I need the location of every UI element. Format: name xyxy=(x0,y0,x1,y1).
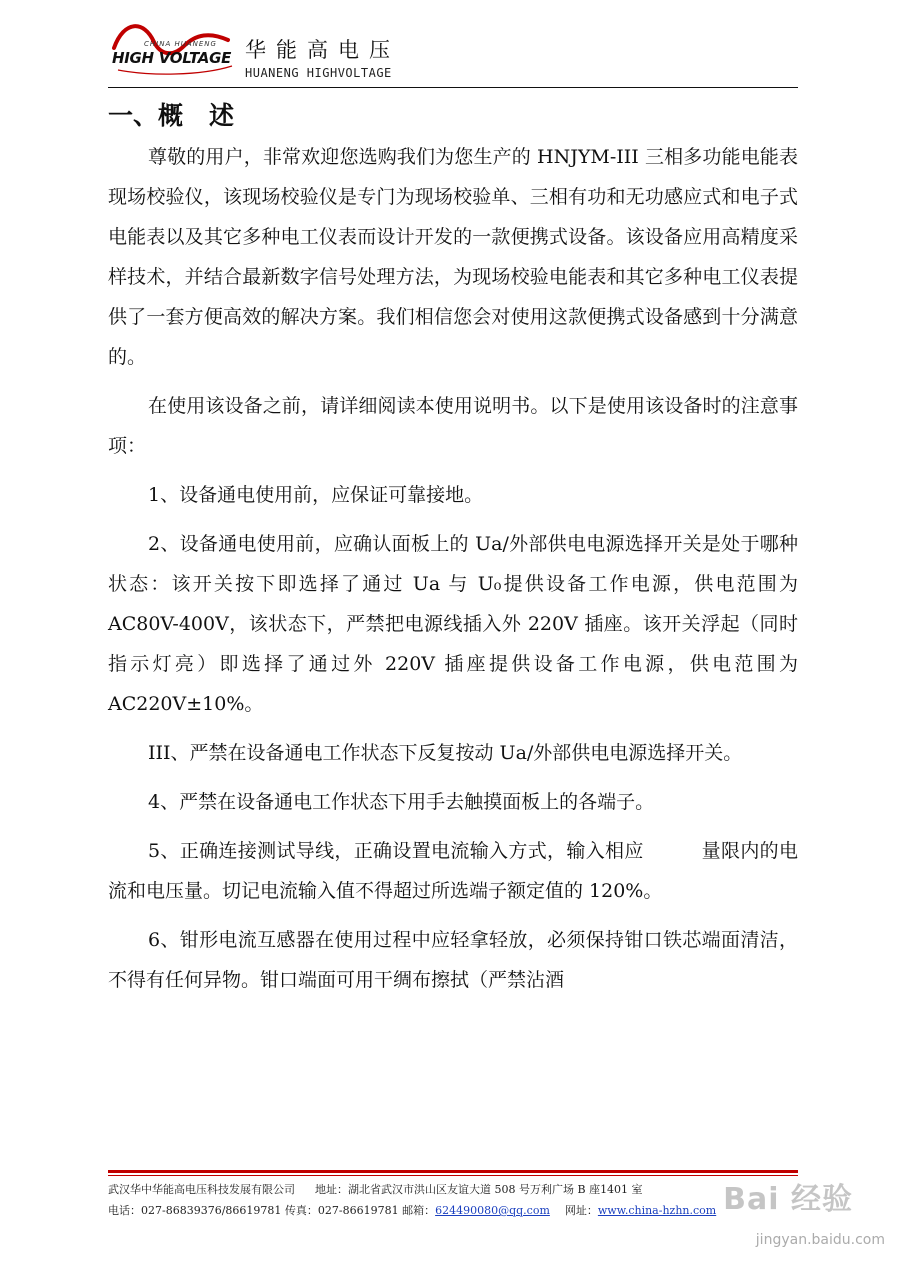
logo-wordmark: HIGH VOLTAGE xyxy=(112,49,232,67)
paragraph-intro: 尊敬的用户，非常欢迎您选购我们为您生产的 HNJYM-III 三相多功能电能表现场校验仪，该现场校验仪是专门为现场校验单、三相有功和无功感应式和电子式电能表以及其它多种电工仪表而设计开发的一款便携式设备。该设备应用高精度采样技术，并结合最新数字信号处理方法，为现场校验电能表和其它多种电工仪表提供了一套方便高效的解决方案。我们相信您会对使用这款便携式设备感到十分满意的。 xyxy=(108,146,798,368)
footer-web-label: 网址： xyxy=(564,1204,598,1217)
list-item-1: 1、设备通电使用前，应保证可靠接地。 xyxy=(148,484,484,506)
footer-email-label: 邮箱： xyxy=(402,1204,436,1217)
logo-tagline: CHINA HUANENG xyxy=(144,40,217,48)
header-divider xyxy=(108,87,798,88)
section-heading-number: 一、概 xyxy=(108,101,184,130)
footer-line-1 xyxy=(108,1179,798,1200)
section-heading-title: 述 xyxy=(209,101,235,130)
footer-address: 地址：湖北省武汉市洪山区友谊大道 508 号万利广场 B 座1401 室 xyxy=(315,1183,643,1196)
footer-line-2 xyxy=(108,1200,798,1221)
brand-name-english: HUANENG HIGHVOLTAGE xyxy=(245,66,392,80)
company-logo xyxy=(110,18,240,80)
watermark-url: jingyan.baidu.com xyxy=(755,1232,885,1248)
paragraph-notice: 在使用该设备之前，请详细阅读本使用说明书。以下是使用该设备时的注意事项： xyxy=(108,395,798,457)
baidu-watermark: Bai 经验 xyxy=(723,1182,853,1217)
page-header xyxy=(108,16,798,88)
footer-phone: 电话：027-86839376/86619781 xyxy=(108,1204,282,1217)
page-footer xyxy=(108,1179,798,1221)
list-item-6: 6、钳形电流互感器在使用过程中应轻拿轻放，必须保持钳口铁芯端面清洁，不得有任何异物。钳口端面可用干绸布擦拭（严禁沾酒 xyxy=(108,929,798,991)
footer-company: 武汉华中华能高电压科技发展有限公司 xyxy=(108,1183,295,1196)
brand-name-chinese: 华能高电压 xyxy=(245,38,400,62)
footer-divider-thick xyxy=(108,1170,798,1173)
list-item-3: III、严禁在设备通电工作状态下反复按动 Ua/外部供电电源选择开关。 xyxy=(148,742,743,764)
footer-divider-thin xyxy=(108,1175,798,1176)
section-heading xyxy=(108,96,798,136)
footer-web-link[interactable]: www.china-hzhn.com xyxy=(597,1204,717,1217)
list-item-5: 5、正确连接测试导线，正确设置电流输入方式，输入相应 量限内的电流和电压量。切记电流输入值不得超过所选端子额定值的 120%。 xyxy=(108,840,798,902)
footer-fax: 传真：027-86619781 xyxy=(284,1204,399,1217)
document-body xyxy=(108,96,798,1000)
list-item-4: 4、严禁在设备通电工作状态下用手去触摸面板上的各端子。 xyxy=(148,791,655,813)
list-item-2: 2、设备通电使用前，应确认面板上的 Ua/外部供电电源选择开关是处于哪种状态：该开关按下即选择了通过 Ua 与 U₀提供设备工作电源，供电范围为 AC80V-400V，该状态下，严禁把电源线插入外 220V 插座。该开关浮起（同时指示灯亮）即选择了通过外 220V 插座提供设备工作电源，供电范围为 AC220V±10%。 xyxy=(108,533,798,715)
footer-email-link[interactable]: 624490080@qq.com xyxy=(435,1204,550,1217)
